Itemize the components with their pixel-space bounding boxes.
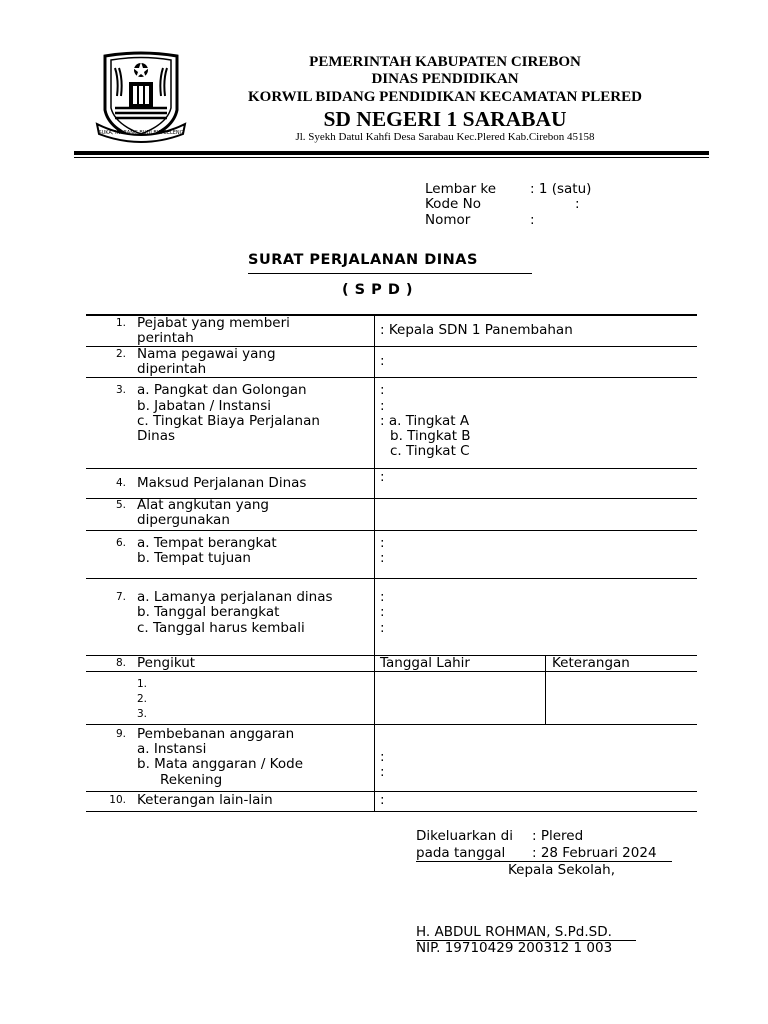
school-name: SD NEGERI 1 SARABAU (323, 107, 567, 131)
row2-label-line2: diperintah (137, 361, 207, 377)
row9-label-line1: Pembebanan anggaran (137, 726, 295, 742)
lembar-value: : 1 (satu) (530, 181, 592, 197)
row-number: 2. (115, 348, 126, 360)
row3-label-line3: c. Tingkat Biaya Perjalanan (137, 413, 320, 429)
row2-label-line1: Nama pegawai yang (137, 346, 276, 362)
title-underline (248, 273, 532, 274)
row7-value2: : (380, 604, 385, 620)
row5-label-line1: Alat angkutan yang (137, 497, 270, 513)
document-title: SURAT PERJALANAN DINAS (248, 252, 478, 268)
pengikut-item-3: 3. (137, 708, 148, 720)
row1-label-line1: Pejabat yang memberi (137, 315, 290, 331)
row-number: 3. (115, 384, 126, 396)
row-number: 4. (115, 477, 126, 489)
pengikut-item-1: 1. (137, 678, 148, 690)
document-subtitle: ( S P D ) (342, 282, 414, 298)
row7-label-line3: c. Tanggal harus kembali (137, 620, 305, 636)
korwil-name: KORWIL BIDANG PENDIDIKAN KECAMATAN PLERED (248, 89, 642, 105)
row-number: 5. (115, 499, 126, 511)
row10-value: : (380, 792, 385, 808)
row10-label: Keterangan lain-lain (137, 792, 273, 808)
school-address: Jl. Syekh Datul Kahfi Desa Sarabau Kec.Plered Kab.Cirebon 45158 (295, 131, 595, 143)
lembar-label: Lembar ke (425, 181, 497, 197)
row-number: 10. (109, 794, 126, 806)
row9-value1: : (380, 749, 385, 765)
row9-value2: : (380, 764, 385, 780)
row3-label-line1: a. Pangkat dan Golongan (137, 382, 307, 398)
signatory-position: Kepala Sekolah, (508, 862, 615, 878)
kode-label: Kode No (425, 196, 481, 212)
date-value: : 28 Februari 2024 (532, 845, 657, 861)
row4-label: Maksud Perjalanan Dinas (137, 475, 307, 491)
pengikut-item-2: 2. (137, 693, 148, 705)
signatory-nip: NIP. 19710429 200312 1 003 (416, 940, 613, 956)
row7-value3: : (380, 620, 385, 636)
row3-value3: : a. Tingkat A (380, 413, 470, 429)
regency-logo (93, 50, 189, 146)
row4-value: : (380, 469, 385, 485)
row8-label: Pengikut (137, 655, 196, 671)
gov-name: PEMERINTAH KABUPATEN CIREBON (309, 54, 581, 70)
row-number: 7. (115, 591, 126, 603)
row2-value: : (380, 353, 385, 369)
nomor-label: Nomor (425, 212, 471, 228)
row7-label-line1: a. Lamanya perjalanan dinas (137, 589, 333, 605)
row-number: 8. (115, 657, 126, 669)
kode-value: : (575, 196, 580, 212)
row3-label-line4: Dinas (137, 428, 176, 444)
issued-value: : Plered (532, 828, 584, 844)
row6-label-line2: b. Tempat tujuan (137, 550, 251, 566)
row7-label-line2: b. Tanggal berangkat (137, 604, 280, 620)
row6-label-line1: a. Tempat berangkat (137, 535, 277, 551)
row6-value1: : (380, 535, 385, 551)
row9-label-line3: b. Mata anggaran / Kode (137, 756, 303, 772)
row1-value: : Kepala SDN 1 Panembahan (380, 322, 573, 338)
row1-label-line2: perintah (137, 330, 194, 346)
row8-col-tanggal-lahir: Tanggal Lahir (380, 655, 470, 671)
row3-value1: : (380, 382, 385, 398)
row3-value2: : (380, 398, 385, 414)
nomor-value: : (530, 212, 535, 228)
row-number: 6. (115, 537, 126, 549)
row6-value2: : (380, 550, 385, 566)
dept-name: DINAS PENDIDIKAN (371, 71, 519, 87)
row7-value1: : (380, 589, 385, 605)
signatory-name: H. ABDUL ROHMAN, S.Pd.SD. (416, 924, 612, 940)
svg-text:SUKA, INI BANG BUDI BIR BELENG: SUKA, INI BANG BUDI BIR BELENG (98, 130, 184, 136)
regency-emblem-icon (93, 50, 189, 146)
row3-value5: c. Tingkat C (390, 443, 470, 459)
issued-label: Dikeluarkan di (416, 828, 513, 844)
letterhead-rule-thin (74, 157, 709, 158)
row-number: 9. (115, 728, 126, 740)
date-label: pada tanggal (416, 845, 506, 861)
row8-col-keterangan: Keterangan (552, 655, 630, 671)
letterhead-rule (74, 151, 709, 155)
row5-label-line2: dipergunakan (137, 512, 230, 528)
row-number: 1. (115, 317, 126, 329)
row3-value4: b. Tingkat B (390, 428, 471, 444)
row3-label-line2: b. Jabatan / Instansi (137, 398, 271, 414)
row9-label-line4: Rekening (160, 772, 223, 788)
row9-label-line2: a. Instansi (137, 741, 207, 757)
